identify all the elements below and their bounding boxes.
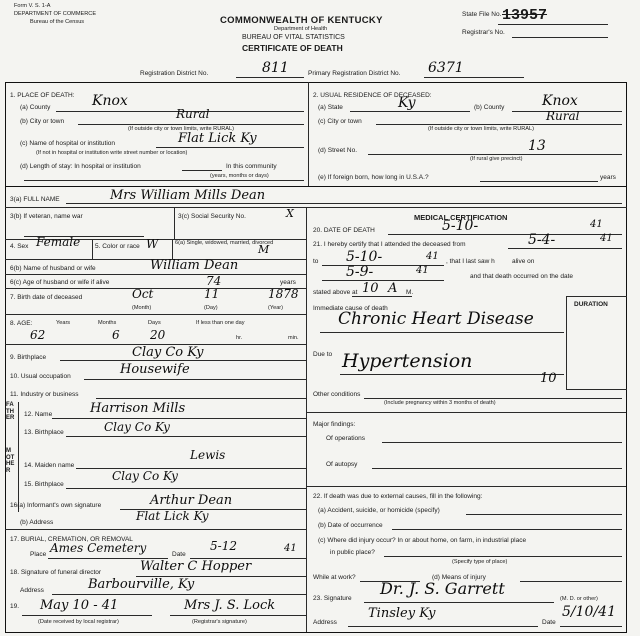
means-of-injury-label: (d) Means of injury xyxy=(432,574,486,581)
residence-city-note: (If outside city or town limits, write RURAL) xyxy=(428,126,534,132)
last-saw-line xyxy=(322,280,444,281)
state-file-number: 13957 xyxy=(502,7,548,24)
md-caption: (M. D. or other) xyxy=(560,596,598,602)
bureau-census: Bureau of the Census xyxy=(30,19,85,25)
date-received-value: May 10 - 41 xyxy=(40,598,119,613)
occupation-line xyxy=(84,379,306,380)
street-line xyxy=(368,154,622,155)
death-county-value: Knox xyxy=(92,93,128,109)
age-months-label: Months xyxy=(98,320,117,326)
residence-state-line xyxy=(350,111,470,112)
frame-left-border xyxy=(5,82,6,632)
means-of-injury-line xyxy=(520,581,622,582)
mother-birthplace-label: 15. Birthplace xyxy=(24,481,64,488)
occurrence-label: (b) Date of occurrence xyxy=(318,522,383,529)
date-of-death-line xyxy=(388,234,622,235)
doctor-address-line xyxy=(348,626,538,627)
informant-label: 16(a) Informant's own signature xyxy=(10,502,102,509)
registration-district-number: 811 xyxy=(262,60,289,76)
industry-label: 11. Industry or business xyxy=(10,391,79,398)
death-county-label: (a) County xyxy=(20,104,51,111)
margin-note-value: 10 xyxy=(540,371,557,386)
stated-above-label: stated above at xyxy=(313,289,358,296)
burial-place-label: Place xyxy=(30,551,47,558)
color-value: W xyxy=(146,237,159,251)
department-health: Department of Health xyxy=(274,26,328,32)
frame-bottom-border xyxy=(5,632,627,633)
veteran-label: 3(b) If veteran, name war xyxy=(10,213,83,220)
stay-units: (years, months or days) xyxy=(210,173,269,179)
state-file-line xyxy=(498,24,608,25)
public-place-label: in public place? xyxy=(330,549,375,556)
hospital-line xyxy=(156,147,304,148)
duration-box xyxy=(566,296,627,390)
date-of-death-value: 5-10- xyxy=(442,218,479,234)
foreign-born-label: (e) If foreign born, how long in U.S.A.? xyxy=(318,174,429,181)
attended-to-year: 41 xyxy=(426,251,439,262)
age-days-label: Days xyxy=(148,320,161,326)
doctor-signature-value: Dr. J. S. Garrett xyxy=(380,579,505,598)
father-birthplace-line xyxy=(66,436,306,437)
burial-place-value: Ames Cemetery xyxy=(50,541,147,555)
public-place-line xyxy=(384,556,622,557)
father-name-value: Harrison Mills xyxy=(90,401,186,416)
informant-address-line xyxy=(5,529,306,530)
burial-date-label: Date xyxy=(172,551,186,558)
while-at-work-label: While at work? xyxy=(313,574,356,581)
informant-address-label: (b) Address xyxy=(20,519,54,526)
due-to-line xyxy=(340,374,564,375)
occurrence-line xyxy=(392,529,622,530)
medical-certification-title: MEDICAL CERTIFICATION xyxy=(414,213,508,222)
parents-side-divider xyxy=(18,402,19,512)
color-label: 5. Color or race xyxy=(95,243,140,250)
date-received-line xyxy=(22,615,152,616)
attended-from-year: 41 xyxy=(600,233,613,244)
hospital-note: (If not in hospital or institution write street number or location) xyxy=(36,150,188,156)
full-name-label: 3(a) FULL NAME xyxy=(10,196,60,203)
age-years-value: 62 xyxy=(30,328,46,342)
marital-value: M xyxy=(258,243,270,256)
foreign-born-line xyxy=(480,181,598,182)
primary-district-label: Primary Registration District No. xyxy=(308,70,401,77)
due-to-value: Hypertension xyxy=(342,350,473,372)
bureau-vital-statistics: BUREAU OF VITAL STATISTICS xyxy=(242,34,345,41)
where-injury-label: (c) Where did injury occur? In or about home, on farm, in industrial place xyxy=(318,537,527,544)
stay-community-label: In this community xyxy=(226,163,277,170)
signature-line xyxy=(364,602,554,603)
sex-label: 4. Sex xyxy=(10,243,29,250)
sex-divider xyxy=(92,239,93,259)
time-of-death-value: 10 xyxy=(362,281,379,296)
residence-city-label: (c) City or town xyxy=(318,118,362,125)
age-label: 8. AGE: xyxy=(10,320,33,327)
last-saw-year: 41 xyxy=(416,265,429,276)
certificate-title: CERTIFICATE OF DEATH xyxy=(242,43,343,53)
mother-birthplace-value: Clay Co Ky xyxy=(112,469,178,483)
filed-number-label: 19. xyxy=(10,603,20,610)
age-months-value: 6 xyxy=(112,328,120,342)
birth-day-value: 11 xyxy=(204,287,220,301)
stay-community-line xyxy=(24,180,304,181)
length-of-stay-line xyxy=(182,170,222,171)
doctor-address-value: Tinsley Ky xyxy=(368,606,436,621)
residence-county-value: Knox xyxy=(542,93,578,109)
immediate-cause-value: Chronic Heart Disease xyxy=(338,309,534,329)
date-of-death-label: 20. DATE OF DEATH xyxy=(313,227,375,234)
death-city-note: (If outside city or town limits, write RURAL) xyxy=(128,126,234,132)
funeral-director-label: 18. Signature of funeral director xyxy=(10,569,102,576)
commonwealth-heading: COMMONWEALTH OF KENTUCKY xyxy=(220,15,383,26)
birth-month-caption: (Month) xyxy=(132,305,152,311)
registrar-signature-value: Mrs J. S. Lock xyxy=(184,598,276,613)
age-days-value: 20 xyxy=(150,328,166,342)
major-findings-label: Major findings: xyxy=(313,421,356,428)
external-causes-label: 22. If death was due to external causes, fill in the following: xyxy=(313,493,483,500)
registration-district-label: Registration District No. xyxy=(140,70,209,77)
informant-address-value: Flat Lick Ky xyxy=(136,509,209,523)
husband-name-value: William Dean xyxy=(150,258,239,273)
birth-date-line xyxy=(5,314,306,315)
registration-district-line xyxy=(236,77,304,78)
immediate-cause-label: Immediate cause of death xyxy=(313,305,388,312)
last-saw-label: , that I last saw h xyxy=(446,258,495,265)
due-to-label: Due to xyxy=(313,351,333,358)
doctor-address-label: Address xyxy=(313,619,337,626)
mother-maiden-label: 14. Maiden name xyxy=(24,462,75,469)
age-years-label: Years xyxy=(56,320,71,326)
autopsy-line xyxy=(372,468,622,469)
attended-to-label: to xyxy=(313,258,319,265)
residence-state-value: Ky xyxy=(398,95,416,111)
primary-district-number: 6371 xyxy=(428,60,464,76)
residence-state-label: (a) State xyxy=(318,104,343,111)
sign-date-line xyxy=(560,626,622,627)
less-than-day-label: If less than one day xyxy=(196,320,245,326)
registrar-number-line xyxy=(512,37,608,38)
color-divider xyxy=(172,239,173,259)
death-city-value: Rural xyxy=(176,107,210,121)
specify-place-caption: (Specify type of place) xyxy=(452,559,508,565)
street-label: (d) Street No. xyxy=(318,147,358,154)
occupation-value: Housewife xyxy=(120,362,190,377)
frame-top-border xyxy=(5,82,627,83)
age-hours-label: hr. xyxy=(236,335,243,341)
burial-date-value: 5-12 xyxy=(210,539,237,553)
husband-age-label: 6(c) Age of husband or wife if alive xyxy=(10,279,110,286)
time-of-death-line xyxy=(352,296,412,297)
sign-date-value: 5/10/41 xyxy=(562,604,616,620)
operations-line xyxy=(382,442,622,443)
birth-date-label: 7. Birth date of deceased xyxy=(10,294,83,301)
death-city-line xyxy=(78,124,304,125)
director-address-line xyxy=(52,594,306,595)
mother-maiden-line xyxy=(76,468,306,469)
name-row-bottom-line xyxy=(5,207,627,208)
ssn-value: X xyxy=(286,207,294,220)
industry-line xyxy=(96,398,306,399)
attended-from-value: 5-4- xyxy=(528,232,556,248)
birth-day-caption: (Day) xyxy=(204,305,218,311)
time-ampm-value: A xyxy=(388,281,398,296)
alive-label: alive on xyxy=(512,258,535,265)
state-file-label: State File No. xyxy=(462,11,502,18)
death-occurred-label: and that death occurred on the date xyxy=(470,273,573,280)
mother-maiden-value: Lewis xyxy=(190,448,226,462)
full-name-value: Mrs William Mills Dean xyxy=(110,188,266,203)
birth-month-value: Oct xyxy=(132,287,154,301)
certify-label: 21. I hereby certify that I attended the deceased from xyxy=(313,241,466,248)
column-divider-top xyxy=(308,82,309,186)
registrar-signature-caption: (Registrar's signature) xyxy=(192,619,247,625)
husband-age-years: years xyxy=(280,279,296,286)
department-name: DEPARTMENT OF COMMERCE xyxy=(14,11,97,17)
duration-label: DURATION xyxy=(574,301,608,308)
date-of-death-year: 41 xyxy=(590,219,603,230)
primary-district-line xyxy=(424,77,524,78)
director-address-label: Address xyxy=(20,587,44,594)
time-m-label: M. xyxy=(406,289,414,296)
funeral-director-value: Walter C Hopper xyxy=(140,559,252,574)
medical-divider-1 xyxy=(306,412,626,413)
operations-label: Of operations xyxy=(326,435,366,442)
husband-name-label: 6(b) Name of husband or wife xyxy=(10,265,96,272)
immediate-cause-line xyxy=(320,332,564,333)
sex-value: Female xyxy=(36,235,81,249)
marital-label: 6(a) Single, widowed, married, divorced xyxy=(175,240,274,246)
accident-line xyxy=(466,514,622,515)
street-value: 13 xyxy=(528,138,546,154)
residence-city-line xyxy=(376,124,622,125)
place-of-death-title: 1. PLACE OF DEATH: xyxy=(10,92,75,99)
date-received-caption: (Date received by local registrar) xyxy=(38,619,119,625)
sign-date-label: Date xyxy=(542,619,556,626)
father-name-label: 12. Name xyxy=(24,411,53,418)
burial-date-year: 41 xyxy=(284,543,297,554)
birth-year-value: 1878 xyxy=(268,287,299,301)
medical-divider-2 xyxy=(306,486,626,487)
signature-label: 23. Signature xyxy=(313,595,352,602)
age-minutes-label: min. xyxy=(288,335,299,341)
accident-label: (a) Accident, suicide, or homicide (specify) xyxy=(318,507,440,514)
residence-county-label: (b) County xyxy=(474,104,505,111)
death-city-label: (b) City or town xyxy=(20,118,65,125)
father-name-line xyxy=(52,418,306,419)
occupation-label: 10. Usual occupation xyxy=(10,373,71,380)
burial-label: 17. BURIAL, CREMATION, OR REMOVAL xyxy=(10,536,133,543)
foreign-born-years: years xyxy=(600,174,616,181)
full-name-line xyxy=(66,203,622,204)
hospital-value: Flat Lick Ky xyxy=(178,131,257,146)
form-id: Form V. S. 1-A xyxy=(14,3,51,9)
section-divider xyxy=(5,186,627,187)
husband-age-value: 74 xyxy=(206,274,222,288)
mother-side-label: MOTHER xyxy=(6,448,15,474)
birthplace-label: 9. Birthplace xyxy=(10,354,47,361)
column-divider-main xyxy=(306,207,307,632)
attended-to-value: 5-10- xyxy=(346,249,383,265)
other-conditions-label: Other conditions xyxy=(313,391,361,398)
other-conditions-line xyxy=(364,398,622,399)
mother-birthplace-line xyxy=(66,488,306,489)
hospital-label: (c) Name of hospital or institution xyxy=(20,140,116,147)
ssn-label: 3(c) Social Security No. xyxy=(178,213,246,220)
birthplace-value: Clay Co Ky xyxy=(132,345,204,360)
director-address-value: Barbourville, Ky xyxy=(88,577,195,592)
husband-age-line xyxy=(5,288,306,289)
length-of-stay-label: (d) Length of stay: In hospital or institution xyxy=(20,163,141,170)
ssn-divider xyxy=(174,207,175,239)
attended-from-line xyxy=(508,248,622,249)
father-side-label: FATHER xyxy=(6,402,15,422)
last-saw-value: 5-9- xyxy=(346,264,374,280)
father-birthplace-value: Clay Co Ky xyxy=(104,420,170,434)
autopsy-label: Of autopsy xyxy=(326,461,358,468)
rural-precinct-note: (If rural give precinct) xyxy=(470,156,523,162)
birth-year-caption: (Year) xyxy=(268,305,284,311)
father-birthplace-label: 13. Birthplace xyxy=(24,429,64,436)
informant-value: Arthur Dean xyxy=(150,493,233,508)
registrar-signature-line xyxy=(170,615,306,616)
birthplace-line xyxy=(60,360,306,361)
residence-city-value: Rural xyxy=(546,109,580,123)
registrar-number-label: Registrar's No. xyxy=(462,29,505,36)
other-conditions-note: (Include pregnancy within 3 months of death) xyxy=(384,400,496,406)
residence-title: 2. USUAL RESIDENCE OF DECEASED: xyxy=(313,92,432,99)
husband-name-line xyxy=(5,274,306,275)
